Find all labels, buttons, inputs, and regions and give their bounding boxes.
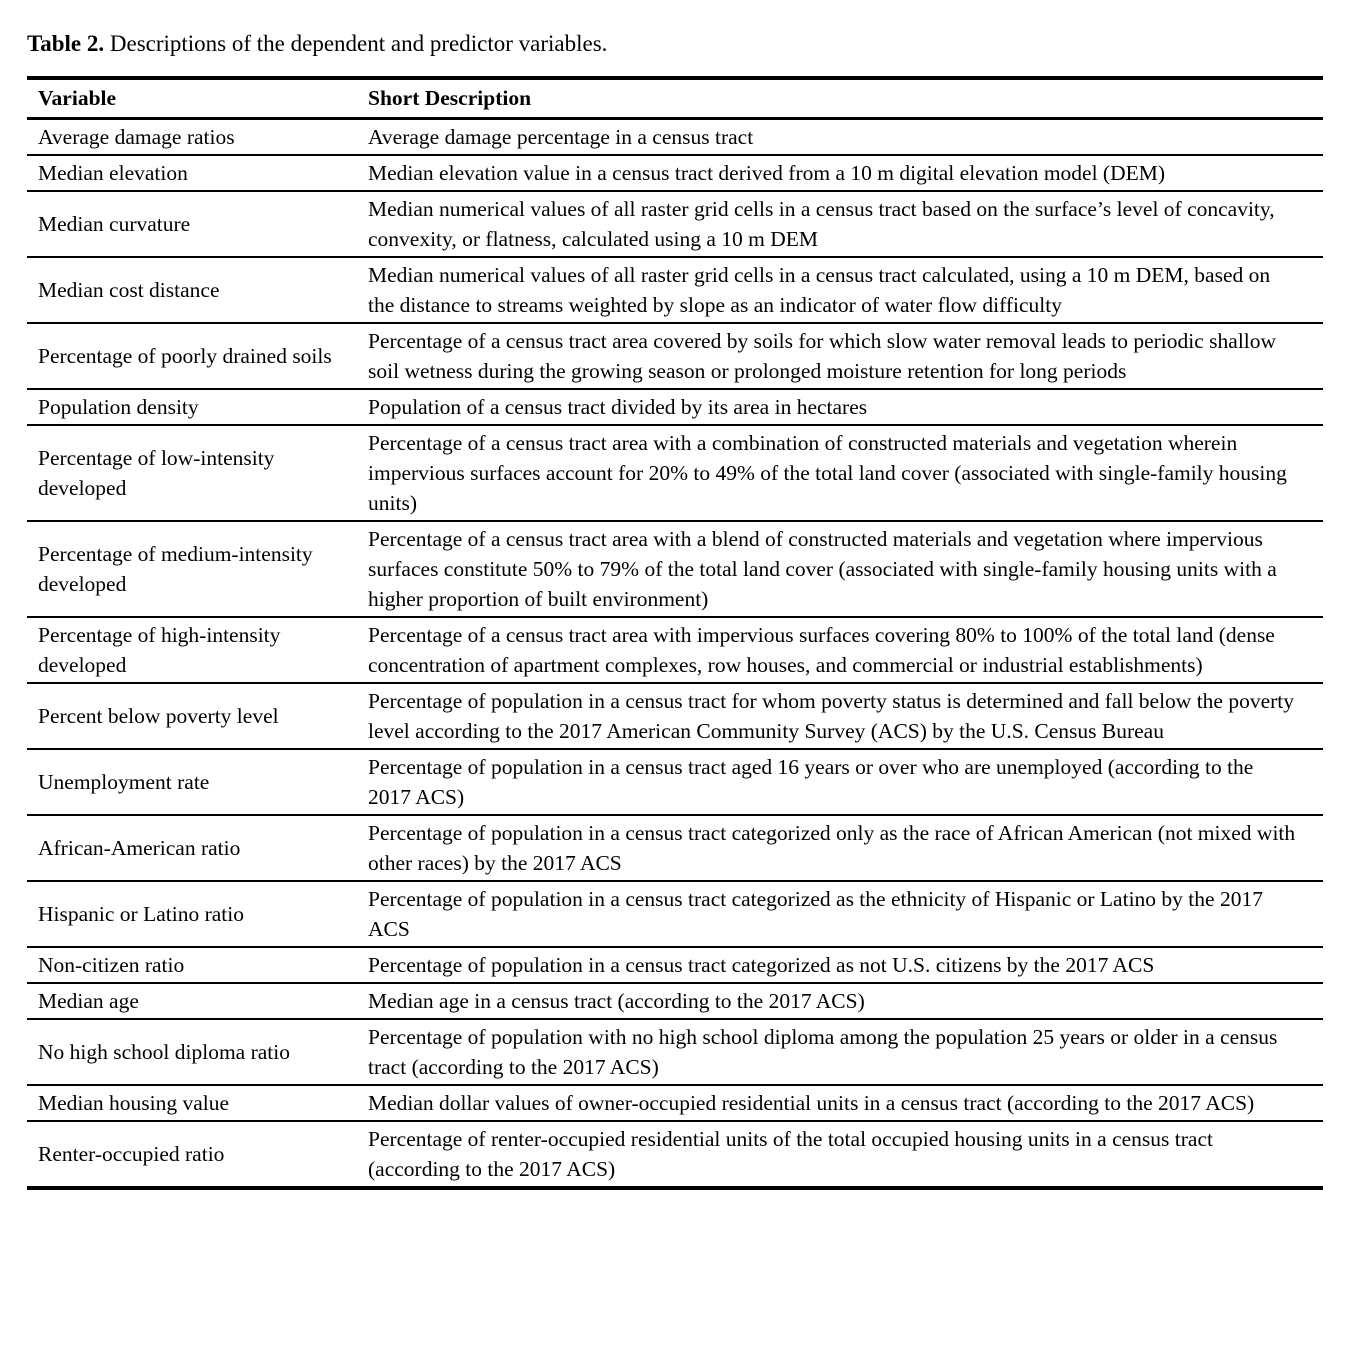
table-row: [27, 155, 1323, 191]
table-row: [27, 1085, 1323, 1121]
variable-cell: Average damage ratios: [27, 119, 368, 156]
variable-cell: Median housing value: [27, 1085, 368, 1121]
table-row: [27, 1121, 1323, 1188]
table-row: [27, 881, 1323, 947]
description-cell: Percentage of a census tract area with a blend of constructed materials and vegetation where impervious surfaces constitute 50% to 79% of the total land cover (associated with single-family housing units with a higher proportion of built environment): [368, 521, 1323, 617]
description-cell: Median dollar values of owner-occupied residential units in a census tract (according to the 2017 ACS): [368, 1085, 1323, 1121]
table-row: [27, 815, 1323, 881]
description-cell: Percentage of population in a census tract for whom poverty status is determined and fall below the poverty level according to the 2017 American Community Survey (ACS) by the U.S. Census Bureau: [368, 683, 1323, 749]
table-row: [27, 425, 1323, 521]
description-cell: Median numerical values of all raster grid cells in a census tract calculated, using a 10 m DEM, based on the distance to streams weighted by slope as an indicator of water flow difficulty: [368, 257, 1323, 323]
variable-cell: Median cost distance: [27, 257, 368, 323]
variables-table: [27, 76, 1323, 1190]
description-cell: Percentage of population with no high school diploma among the population 25 years or older in a census tract (according to the 2017 ACS): [368, 1019, 1323, 1085]
variable-cell: No high school diploma ratio: [27, 1019, 368, 1085]
table-row: [27, 389, 1323, 425]
variable-cell: Population density: [27, 389, 368, 425]
table-caption-text: Descriptions of the dependent and predictor variables.: [104, 31, 608, 56]
col-header-short-description: Short Description: [368, 78, 1323, 119]
variable-cell: Median age: [27, 983, 368, 1019]
variable-cell: African-American ratio: [27, 815, 368, 881]
variable-cell: Median curvature: [27, 191, 368, 257]
variable-cell: Non-citizen ratio: [27, 947, 368, 983]
variable-cell: Unemployment rate: [27, 749, 368, 815]
description-cell: Percentage of population in a census tract categorized only as the race of African American (not mixed with other races) by the 2017 ACS: [368, 815, 1323, 881]
table-row: [27, 617, 1323, 683]
table-row: [27, 191, 1323, 257]
variable-cell: Hispanic or Latino ratio: [27, 881, 368, 947]
table-row: [27, 323, 1323, 389]
description-cell: Percentage of population in a census tract categorized as not U.S. citizens by the 2017 ACS: [368, 947, 1323, 983]
description-cell: Average damage percentage in a census tract: [368, 119, 1323, 156]
variable-cell: Percent below poverty level: [27, 683, 368, 749]
description-cell: Median numerical values of all raster grid cells in a census tract based on the surface’s level of concavity, convexity, or flatness, calculated using a 10 m DEM: [368, 191, 1323, 257]
table-row: [27, 683, 1323, 749]
description-cell: Percentage of a census tract area covered by soils for which slow water removal leads to periodic shallow soil wetness during the growing season or prolonged moisture retention for long periods: [368, 323, 1323, 389]
variable-cell: Percentage of high-intensity developed: [27, 617, 368, 683]
description-cell: Percentage of a census tract area with impervious surfaces covering 80% to 100% of the total land (dense concentration of apartment complexes, row houses, and commercial or industrial establishments): [368, 617, 1323, 683]
table-row: [27, 983, 1323, 1019]
variable-cell: Median elevation: [27, 155, 368, 191]
table-row: [27, 521, 1323, 617]
description-cell: Median age in a census tract (according to the 2017 ACS): [368, 983, 1323, 1019]
table-row: [27, 1019, 1323, 1085]
variable-cell: Percentage of low-intensity developed: [27, 425, 368, 521]
header-row: [27, 78, 1323, 119]
table-row: [27, 749, 1323, 815]
table-caption: [0, 0, 1351, 58]
description-cell: Percentage of population in a census tract categorized as the ethnicity of Hispanic or Latino by the 2017 ACS: [368, 881, 1323, 947]
variable-cell: Percentage of poorly drained soils: [27, 323, 368, 389]
table-caption-label: Table 2.: [27, 31, 105, 56]
table-row: [27, 119, 1323, 156]
variable-cell: Renter-occupied ratio: [27, 1121, 368, 1188]
table-row: [27, 947, 1323, 983]
description-cell: Percentage of renter-occupied residential units of the total occupied housing units in a census tract (according to the 2017 ACS): [368, 1121, 1323, 1188]
description-cell: Percentage of population in a census tract aged 16 years or over who are unemployed (according to the 2017 ACS): [368, 749, 1323, 815]
description-cell: Population of a census tract divided by its area in hectares: [368, 389, 1323, 425]
description-cell: Median elevation value in a census tract derived from a 10 m digital elevation model (DEM): [368, 155, 1323, 191]
table-row: [27, 257, 1323, 323]
col-header-variable: Variable: [27, 78, 368, 119]
variable-cell: Percentage of medium-intensity developed: [27, 521, 368, 617]
description-cell: Percentage of a census tract area with a combination of constructed materials and vegetation wherein impervious surfaces account for 20% to 49% of the total land cover (associated with single-family housing units): [368, 425, 1323, 521]
